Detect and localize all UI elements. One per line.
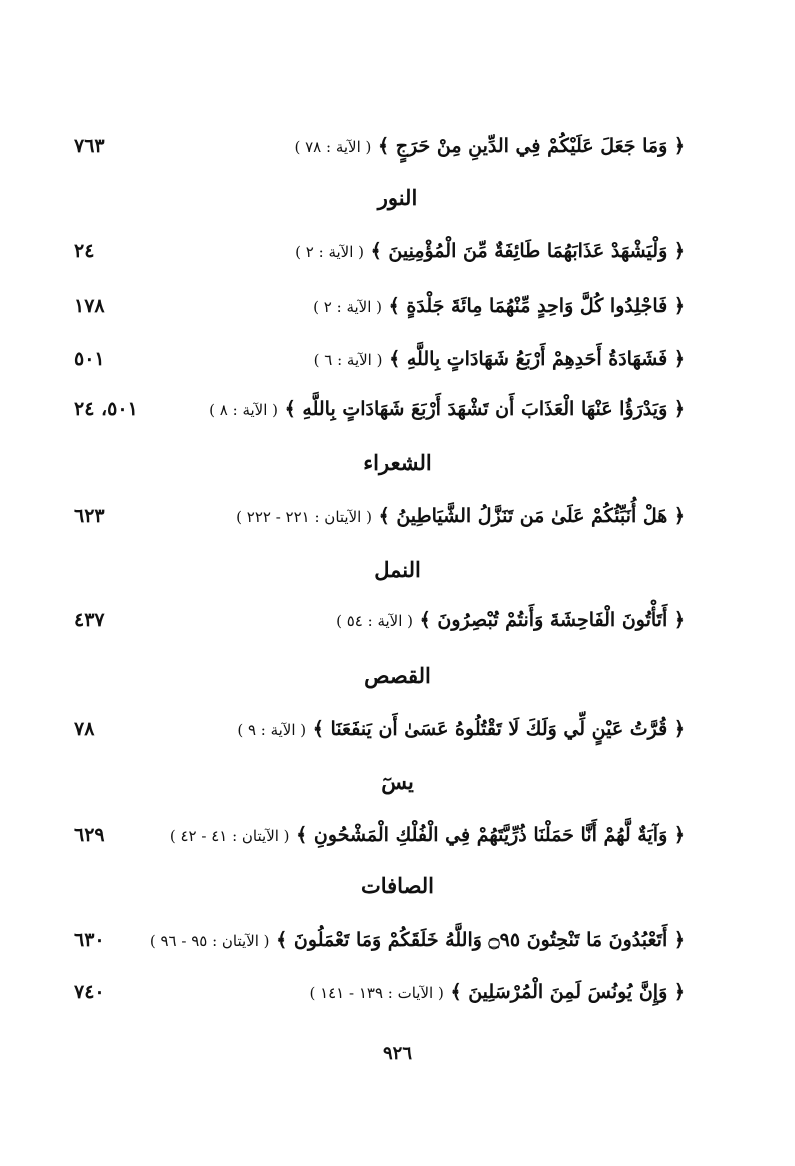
page-number: ٩٢٦ (382, 1043, 412, 1064)
index-entry (0, 496, 795, 536)
verse-reference: ( الآيات : ١٣٩ - ١٤١ ) (309, 984, 444, 1002)
verse-text: ﴿ وَإِنَّ يُونُسَ لَمِنَ الْمُرْسَلِينَ ﴾ ( الآيات : ١٣٩ - ١٤١ ) (309, 981, 685, 1003)
verse-reference: ( الآية : ٧٨ ) (294, 138, 372, 156)
page-reference: ١٧٨ (74, 295, 105, 317)
index-entry (0, 972, 795, 1012)
index-entry (0, 709, 795, 749)
verse-text: ﴿ وَآيَةٌ لَّهُمْ أَنَّا حَمَلْنَا ذُرِّيَّتَهُمْ فِي الْفُلْكِ الْمَشْحُونِ ﴾ ( الآيتان : ٤١ - ٤٢ ) (169, 824, 685, 846)
page-reference: ٢٤ (74, 240, 95, 262)
surah-heading: الشعراء (363, 450, 432, 475)
page-reference: ٧٤٠ (74, 981, 105, 1003)
verse-text: ﴿ فَاجْلِدُوا كُلَّ وَاحِدٍ مِّنْهُمَا مِائَةَ جَلْدَةٍ ﴾ ( الآية : ٢ ) (313, 295, 685, 317)
page-reference: ٤٣٧ (74, 609, 105, 631)
verse-reference: ( الآية : ٢ ) (313, 298, 383, 316)
verse-text: ﴿ أَتَأْتُونَ الْفَاحِشَةَ وَأَنتُمْ تُبْصِرُونَ ﴾ ( الآية : ٥٤ ) (336, 609, 685, 631)
index-entry (0, 815, 795, 855)
verse-text: ﴿ قُرَّتُ عَيْنٍ لِّي وَلَكَ لَا تَقْتُلُوهُ عَسَىٰ أَن يَنفَعَنَا ﴾ ( الآية : ٩ ) (237, 718, 685, 740)
verse-reference: ( الآية : ٨ ) (209, 401, 279, 419)
page-reference: ٥٠١ (74, 348, 105, 370)
verse-reference: ( الآية : ٦ ) (313, 351, 383, 369)
verse-text: ﴿ وَيَدْرَؤُا عَنْهَا الْعَذَابَ أَن تَشْهَدَ أَرْبَعَ شَهَادَاتٍ بِاللَّهِ ﴾ ( الآية : ٨ ) (209, 398, 685, 420)
index-entry (0, 231, 795, 271)
verse-reference: ( الآيتان : ٢٢١ - ٢٢٢ ) (236, 508, 372, 526)
page-reference: ٧٨ (74, 718, 95, 740)
verse-text: ﴿ هَلْ أُنَبِّئُكُمْ عَلَىٰ مَن تَنَزَّلُ الشَّيَاطِينُ ﴾ ( الآيتان : ٢٢١ - ٢٢٢ ) (236, 505, 685, 527)
page-reference: ٧٦٣ (74, 135, 105, 157)
page-reference: ٦٢٩ (74, 824, 105, 846)
index-entry (0, 920, 795, 960)
verse-text: ﴿ وَلْيَشْهَدْ عَذَابَهُمَا طَائِفَةٌ مِّنَ الْمُؤْمِنِينَ ﴾ ( الآية : ٢ ) (295, 240, 685, 262)
index-entry (0, 126, 795, 166)
index-entry (0, 600, 795, 640)
verse-text: ﴿ فَشَهَادَةُ أَحَدِهِمْ أَرْبَعُ شَهَادَاتٍ بِاللَّهِ ﴾ ( الآية : ٦ ) (313, 348, 685, 370)
surah-heading: النمل (374, 557, 421, 582)
surah-heading: القصص (364, 663, 431, 688)
verse-reference: ( الآيتان : ٩٥ - ٩٦ ) (149, 932, 270, 950)
surah-heading: النور (377, 185, 418, 210)
verse-reference: ( الآية : ٢ ) (295, 243, 365, 261)
surah-heading: الصافات (360, 873, 435, 898)
verse-text: ﴿ وَمَا جَعَلَ عَلَيْكُمْ فِي الدِّينِ مِنْ حَرَجٍ ﴾ ( الآية : ٧٨ ) (294, 135, 685, 157)
verse-text: ﴿ أَتَعْبُدُونَ مَا تَنْحِتُونَ ۝٩٥ وَاللَّهُ خَلَقَكُمْ وَمَا تَعْمَلُونَ ﴾ ( الآيتان : ٩٥ - ٩٦ ) (149, 929, 685, 951)
verse-reference: ( الآية : ٩ ) (237, 721, 307, 739)
page-reference: ٥٠١، ٢٤ (74, 398, 138, 420)
page-reference: ٦٣٠ (74, 929, 105, 951)
index-entry (0, 286, 795, 326)
surah-heading: يسٓ (381, 769, 414, 794)
verse-reference: ( الآية : ٥٤ ) (336, 612, 414, 630)
index-entry (0, 389, 795, 429)
page-reference: ٦٢٣ (74, 505, 105, 527)
verse-reference: ( الآيتان : ٤١ - ٤٢ ) (169, 827, 290, 845)
index-entry (0, 339, 795, 379)
